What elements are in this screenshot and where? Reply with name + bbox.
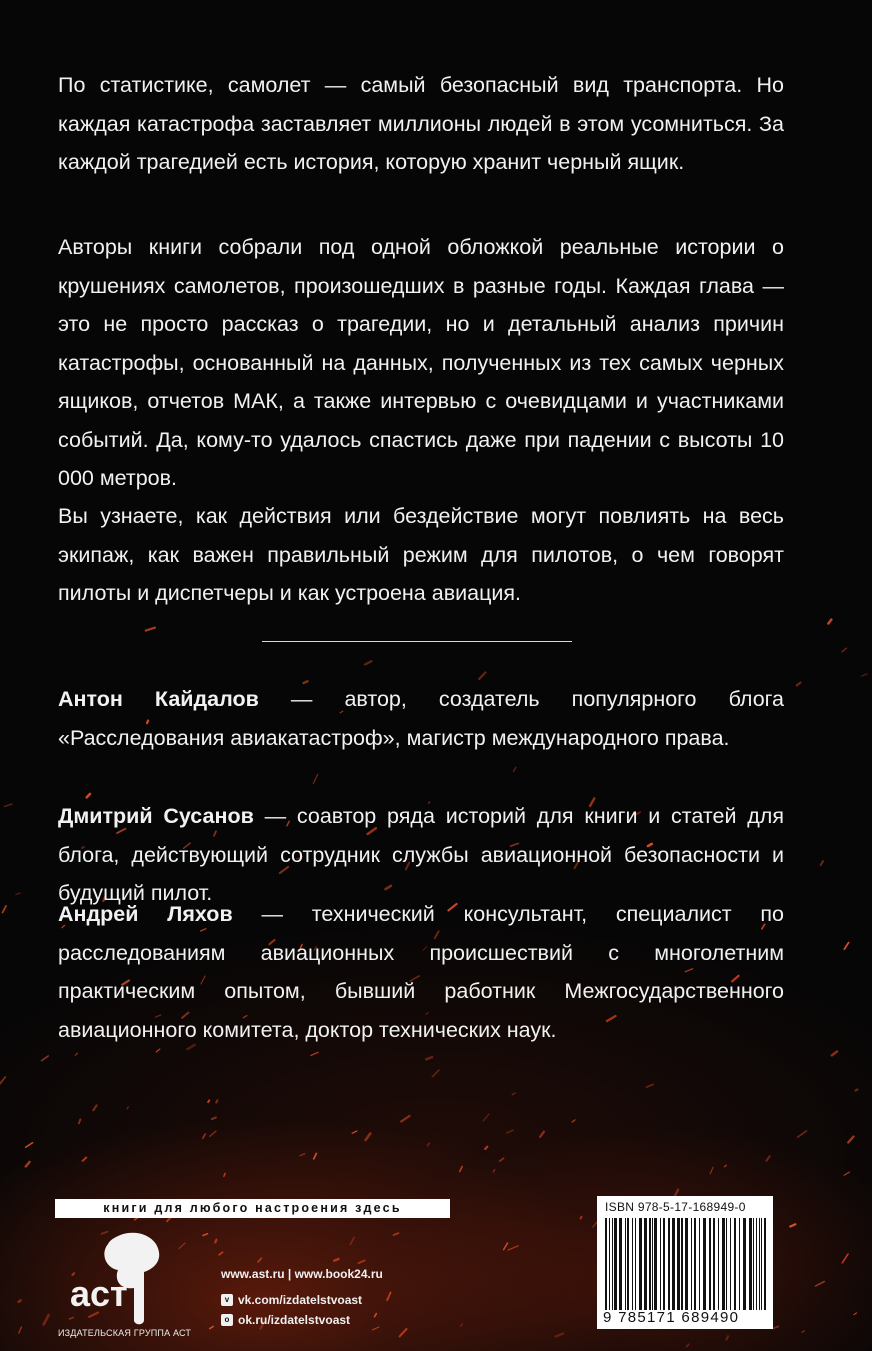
spark xyxy=(401,1116,409,1122)
spark xyxy=(208,1100,209,1102)
barcode-bar xyxy=(668,1218,670,1310)
barcode-bar xyxy=(691,1218,692,1310)
spark xyxy=(212,1117,216,1119)
ok-link-text: ok.ru/izdatelstvoast xyxy=(238,1313,351,1327)
spark xyxy=(93,1105,96,1110)
spark xyxy=(215,1240,216,1243)
spark xyxy=(460,1167,462,1172)
spark xyxy=(842,1254,848,1263)
spark xyxy=(798,1131,807,1137)
spark xyxy=(0,1077,5,1084)
divider-line xyxy=(262,641,572,642)
barcode-bar xyxy=(663,1218,665,1310)
spark xyxy=(313,774,317,783)
spark xyxy=(513,767,515,771)
author-bio-text: — технический консультант, специалист по расследованиям авиационных происшествий с многолетним практическим опытом, бывший работник Межгосударственного авиационного комитета, доктор технических наук. xyxy=(58,902,785,1042)
spark xyxy=(832,1052,837,1056)
spark xyxy=(26,1143,33,1148)
barcode-bar xyxy=(635,1218,636,1310)
spark xyxy=(258,1258,261,1262)
spark xyxy=(766,1156,769,1161)
spark xyxy=(203,1234,207,1236)
description-paragraph-1: По статистике, самолет — самый безопасный вид транспорта. Но каждая катастрофа заставляет миллионы людей в этом усомниться. За каждой трагедией есть история, которую хранит черный ящик. xyxy=(58,73,784,174)
barcode-bar xyxy=(739,1218,740,1310)
spark xyxy=(387,1292,390,1300)
spark xyxy=(224,1173,225,1176)
barcode-bar xyxy=(749,1218,752,1310)
spark xyxy=(428,1143,430,1146)
spark xyxy=(210,1131,216,1136)
barcode-bar xyxy=(619,1218,622,1310)
spark xyxy=(687,1344,689,1346)
spark xyxy=(797,683,801,686)
ok-icon: o xyxy=(221,1314,233,1326)
vk-link-text: vk.com/izdatelstvoast xyxy=(238,1293,363,1307)
author-name: Антон Кайдалов xyxy=(58,687,259,711)
author-name: Дмитрий Сусанов xyxy=(58,804,254,828)
spark xyxy=(394,1233,399,1235)
barcode-bar xyxy=(761,1218,762,1310)
barcode-bar xyxy=(753,1218,754,1310)
author-name: Андрей Ляхов xyxy=(58,902,233,926)
spark xyxy=(724,1165,726,1166)
spark xyxy=(773,1326,778,1328)
ast-logo xyxy=(60,1228,190,1328)
barcode-bar xyxy=(627,1218,629,1310)
spark xyxy=(79,1119,81,1123)
author-bio-3 xyxy=(58,895,784,1049)
spark xyxy=(507,1130,513,1133)
spark xyxy=(216,1100,217,1102)
logo-caption: ИЗДАТЕЛЬСКАЯ ГРУППА АСТ xyxy=(58,1328,192,1338)
spark xyxy=(540,1132,544,1137)
barcode-bar xyxy=(632,1218,633,1310)
spark xyxy=(508,1246,518,1250)
publisher-links xyxy=(221,1264,383,1330)
spark xyxy=(365,661,371,664)
spark xyxy=(556,1334,564,1337)
vk-link[interactable] xyxy=(221,1290,383,1310)
spark xyxy=(350,1237,354,1244)
spark xyxy=(802,1331,804,1332)
spark xyxy=(726,1336,728,1339)
spark xyxy=(512,1093,515,1094)
spark xyxy=(842,648,846,652)
isbn-label: ISBN 978-5-17-168949-0 xyxy=(605,1200,746,1214)
barcode-bar xyxy=(764,1218,766,1310)
spark xyxy=(483,1114,489,1121)
spark xyxy=(3,906,6,913)
spark xyxy=(828,620,831,624)
barcode-bar xyxy=(609,1218,610,1310)
spark xyxy=(42,1056,49,1061)
barcode-bar xyxy=(652,1218,653,1310)
spark xyxy=(844,1172,849,1175)
spark xyxy=(854,1313,857,1315)
barcode-bar xyxy=(759,1218,760,1310)
author-bio-text: — автор, создатель популярного блога «Расследования авиакатастроф», магистр международного права. xyxy=(58,687,784,750)
spark xyxy=(485,1147,487,1149)
spark xyxy=(493,1169,495,1172)
spark xyxy=(352,1131,357,1133)
spark xyxy=(821,861,823,865)
spark xyxy=(44,1315,49,1325)
author-bio-text: — соавтор ряда историй для книги и статей для блога, действующий сотрудник службы авиационной безопасности и будущий пилот. xyxy=(58,804,784,905)
barcode-bar xyxy=(612,1218,613,1310)
spark xyxy=(856,1090,858,1091)
spark xyxy=(311,1052,318,1055)
spark xyxy=(75,1053,77,1055)
barcode-bar xyxy=(605,1218,607,1310)
barcode-bar xyxy=(614,1218,617,1310)
logo-text: аст xyxy=(70,1273,128,1314)
barcode-bar xyxy=(709,1218,711,1310)
spark xyxy=(400,1329,407,1336)
publisher-tagline: книги для любого настроения здесь xyxy=(55,1199,450,1218)
barcode-bar xyxy=(734,1218,736,1310)
spark xyxy=(844,943,848,950)
barcode-bar xyxy=(644,1218,647,1310)
spark xyxy=(156,1049,159,1052)
barcode-bar xyxy=(713,1218,715,1310)
barcode-bar xyxy=(639,1218,642,1310)
barcode-bar xyxy=(756,1218,757,1310)
spark xyxy=(366,1133,371,1140)
barcode-digits: 9 785171 689490 xyxy=(603,1309,740,1326)
spark xyxy=(203,1134,205,1138)
vk-icon: v xyxy=(221,1294,233,1306)
description-paragraph-3: Вы узнаете, как действия или бездействие могут повлиять на весь экипаж, как важен правильный режим для пилотов, о чем говорят пилоты и диспетчеры и как устроена авиация. xyxy=(58,504,784,605)
spark xyxy=(479,672,485,679)
spark xyxy=(210,1326,214,1328)
spark xyxy=(790,1224,795,1226)
barcode-bars xyxy=(603,1218,767,1310)
spark xyxy=(581,1217,582,1219)
barcode-bar xyxy=(681,1218,683,1310)
spark xyxy=(504,1243,508,1250)
spark xyxy=(16,893,20,894)
spark xyxy=(861,674,867,676)
spark xyxy=(358,1260,364,1263)
barcode-bar xyxy=(677,1218,680,1310)
spark xyxy=(432,1070,439,1077)
barcode-bar xyxy=(699,1218,700,1310)
spark xyxy=(19,1300,21,1301)
barcode-bar xyxy=(718,1218,719,1310)
spark xyxy=(500,1158,504,1161)
barcode-bar xyxy=(685,1218,688,1310)
spark xyxy=(127,1107,128,1109)
spark xyxy=(815,1281,824,1286)
spark xyxy=(26,1162,30,1167)
ok-link[interactable] xyxy=(221,1310,383,1330)
author-bio-1 xyxy=(58,680,784,757)
spark xyxy=(83,1157,87,1160)
description-paragraph-2: Авторы книги собрали под одной обложкой реальные истории о крушениях самолетов, произошедших в разные годы. Каждая глава — это не просто рассказ о трагедии, но и детальный анализ причин катастрофы, основанный на данных, полученных из тех самых черных ящиков, отчетов МАК, а также интервью с очевидцами и участниками событий. Да, кому-то удалось спастись даже при падении с высоты 10 000 метров. xyxy=(58,235,784,490)
barcode-bar xyxy=(694,1218,696,1310)
spark xyxy=(219,1252,222,1255)
spark xyxy=(146,628,155,631)
barcode-bar xyxy=(703,1218,706,1310)
spark xyxy=(710,1167,713,1173)
spark xyxy=(334,1259,338,1261)
barcode-bar xyxy=(730,1218,731,1310)
spark xyxy=(848,1137,853,1143)
barcode-box xyxy=(597,1196,773,1329)
spark xyxy=(4,804,11,806)
spark xyxy=(460,1324,462,1326)
spark xyxy=(19,1327,22,1333)
barcode-bar xyxy=(660,1218,661,1310)
barcode-bar xyxy=(654,1218,657,1310)
websites-link[interactable]: www.ast.ru | www.book24.ru xyxy=(221,1267,383,1281)
spark xyxy=(300,1154,305,1156)
barcode-bar xyxy=(743,1218,746,1310)
barcode-bar xyxy=(722,1218,725,1310)
spark xyxy=(647,1084,653,1087)
spark xyxy=(314,1153,317,1158)
spark xyxy=(572,1120,575,1122)
barcode-bar xyxy=(625,1218,626,1310)
spark xyxy=(426,1057,432,1059)
barcode-bar xyxy=(649,1218,651,1310)
barcode-bar xyxy=(672,1218,675,1310)
barcode-bar xyxy=(726,1218,727,1310)
